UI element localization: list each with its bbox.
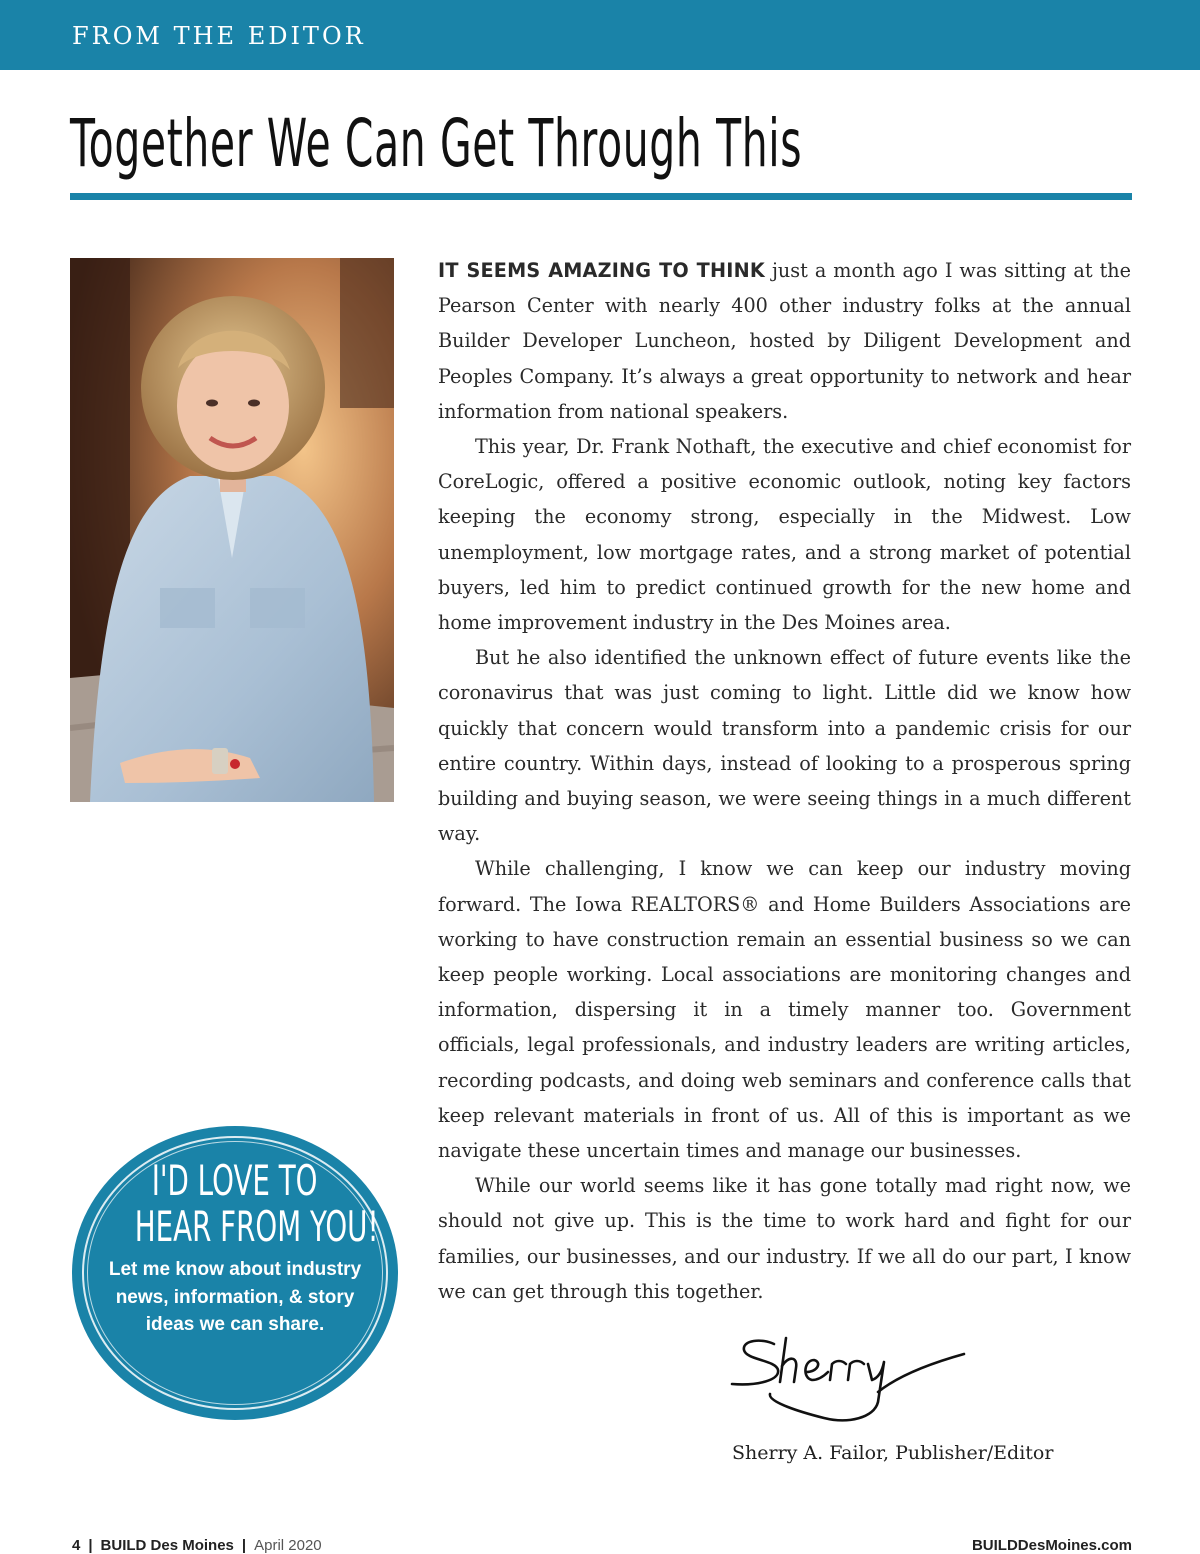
page-title: Together We Can Get Through This <box>70 105 803 182</box>
callout-body: Let me know about industry news, information, & story ideas we can share. <box>108 1259 362 1335</box>
section-label: FROM THE EDITOR <box>72 22 366 50</box>
footer-left <box>72 1537 322 1554</box>
section-banner <box>0 0 1200 70</box>
article-lead-in: IT SEEMS AMAZING TO THINK <box>438 259 765 282</box>
article-paragraph: While our world seems like it has gone totally mad right now, we should not give up. This is the time to work hard and fight for our families, our businesses, and our industry. If we all do our part, I know we can get through this together. <box>438 1174 1131 1303</box>
callout-heading-line1: I'D LOVE TO <box>152 1156 318 1205</box>
callout-heading-line2: HEAR FROM YOU! <box>134 1202 379 1251</box>
contact-callout-badge <box>72 1126 398 1420</box>
article-paragraph-text: just a month ago I was sitting at the Pearson Center with nearly 400 other industry folks at the annual Builder Developer Luncheon, hosted by Diligent Development and Peoples Company. It’s always a great opportunity to network and hear information from national speakers. <box>438 259 1131 423</box>
issue-date: April 2020 <box>254 1537 322 1554</box>
handwritten-signature <box>728 1332 968 1428</box>
signature-caption: Sherry A. Failor, Publisher/Editor <box>732 1442 1054 1464</box>
footer-separator: | <box>88 1537 93 1554</box>
article-paragraph: This year, Dr. Frank Nothaft, the executive and chief economist for CoreLogic, offered a positive economic outlook, noting key factors keeping the economy strong, especially in the Midwest. Low unemployment, low mortgage rates, and a strong market of potential buyers, led him to predict continued growth for the new home and home improvement industry in the Des Moines area. <box>438 435 1131 635</box>
article-paragraph: But he also identified the unknown effect of future events like the coronavirus that was just coming to light. Little did we know how quickly that concern would transform into a pandemic crisis for our entire country. Within days, instead of looking to a prosperous spring building and buying season, we were seeing things in a much different way. <box>438 646 1131 846</box>
publication-name: BUILD Des Moines <box>100 1537 234 1554</box>
website-link[interactable]: BUILDDesMoines.com <box>971 1537 1132 1554</box>
callout-heading <box>72 1158 398 1250</box>
title-divider <box>70 193 1132 200</box>
article-body <box>438 253 1131 1309</box>
page-number: 4 <box>72 1537 81 1554</box>
footer-separator: | <box>241 1537 247 1554</box>
article-paragraph: While challenging, I know we can keep our industry moving forward. The Iowa REALTORS® and Home Builders Associations are working to have construction remain an essential business so we can keep people working. Local associations are monitoring changes and information, dispersing it in a timely manner too. Government officials, legal professionals, and industry leaders are writing articles, recording podcasts, and doing web seminars and conference calls that keep relevant materials in front of us. All of this is important as we navigate these uncertain times and manage our businesses. <box>438 857 1131 1163</box>
article-paragraph <box>438 253 1131 429</box>
editor-portrait-photo <box>70 258 394 802</box>
